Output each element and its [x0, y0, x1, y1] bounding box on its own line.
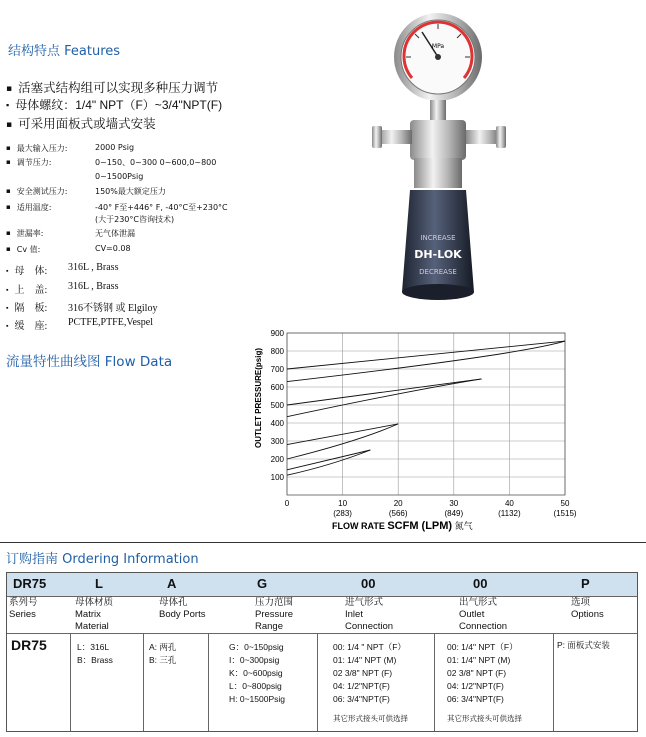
code-outlet: 00 — [473, 576, 488, 591]
material-value: PCTFE,PTFE,Vespel — [68, 317, 154, 328]
y-tick-label: 300 — [270, 437, 284, 446]
y-tick-label: 600 — [270, 383, 284, 392]
knob-bottom-label: DECREASE — [419, 268, 457, 276]
spec-row — [6, 143, 246, 155]
column-label — [459, 597, 507, 633]
x-axis-label: FLOW RATE SCFM (LPM) 氮气 — [332, 520, 473, 532]
spec-row — [6, 202, 246, 214]
column-label-line: Range — [255, 621, 283, 632]
inlet-option: 00: 1/4 " NPT（F） — [333, 642, 406, 652]
x-tick-label: 20 — [393, 499, 403, 508]
spec-value: 150%最大额定压力 — [95, 187, 166, 196]
inlet-option: 06: 3/4"NPT(F) — [333, 694, 390, 704]
x-tick-label: 50 — [560, 499, 570, 508]
spec-row — [6, 157, 246, 169]
x-tick-label: 40 — [504, 499, 514, 508]
column-label — [75, 597, 113, 633]
material-value: 316L , Brass — [68, 262, 119, 273]
features-title: 结构特点 Features — [8, 44, 121, 59]
material-row — [6, 317, 246, 331]
range-option: K：0~600psig — [229, 668, 283, 678]
chart-grid — [287, 333, 565, 495]
material-option: B：Brass — [77, 655, 113, 665]
feature-bullet: ▪ 活塞式结构组可以实现多种压力调节 — [6, 78, 218, 96]
column-label-line: Body Ports — [159, 609, 206, 620]
x-tick-labels — [285, 499, 577, 518]
column-label-line: 出气形式 — [459, 597, 498, 608]
curve-upper — [287, 379, 482, 405]
regulator-image — [370, 2, 545, 302]
y-tick-label: 100 — [270, 473, 284, 482]
code-ports: A — [167, 576, 177, 591]
ordering-header — [7, 573, 637, 597]
material-row — [6, 262, 246, 276]
code-series: DR75 — [13, 576, 47, 591]
y-axis-label: OUTLET PRESSURE(psig) — [254, 347, 263, 448]
curve-lower — [287, 379, 482, 417]
y-tick-label: 400 — [270, 419, 284, 428]
spec-value: 无气体泄漏 — [95, 229, 135, 238]
material-label: ▪ 缓 座: — [6, 317, 47, 332]
flow-chart — [240, 325, 580, 535]
curve-upper — [287, 450, 370, 470]
feature-bullet: ▪ 可采用面板式或墙式安装 — [6, 114, 156, 132]
divider — [0, 542, 646, 543]
row-divider — [7, 633, 637, 634]
col-divider — [317, 633, 318, 731]
spec-label: ▪ Cv 值: — [6, 244, 40, 255]
inlet-option: 02 3/8" NPT (F) — [333, 668, 393, 678]
x-tick-sub-label: (566) — [388, 509, 408, 518]
column-label — [345, 597, 393, 633]
y-tick-label: 800 — [270, 347, 284, 356]
outlet-note: 其它形式接头可供选择 — [447, 714, 522, 723]
port-option: A: 两孔 — [149, 642, 177, 652]
inlet-option: 01: 1/4" NPT (M) — [333, 655, 397, 665]
inlet-option: 04: 1/2"NPT(F) — [333, 681, 390, 691]
series-value: DR75 — [11, 637, 47, 653]
x-tick-sub-label: (1515) — [553, 509, 577, 518]
spec-value: (大于230°C咨询技术) — [95, 215, 175, 224]
feature-bullet: ▪ 母体螺纹：1/4" NPT（F）~3/4"NPT(F) — [6, 96, 222, 113]
column-label-line: 母体孔 — [159, 597, 188, 608]
column-label-line: Connection — [459, 621, 508, 632]
inlet-note: 其它形式接头可供选择 — [333, 714, 408, 723]
curve-lower — [287, 450, 370, 475]
material-row — [6, 299, 246, 313]
material-option: L：316L — [77, 642, 110, 652]
material-value: 316不锈钢 或 Elgiloy — [68, 303, 158, 314]
range-option: I：0~300psig — [229, 655, 280, 665]
column-label-line: 压力范围 — [255, 597, 294, 608]
column-label — [9, 597, 38, 621]
y-tick-label: 900 — [270, 329, 284, 338]
gauge-unit-label: MPa — [431, 43, 445, 50]
material-label: ▪ 母 体: — [6, 262, 47, 277]
column-label-line: Connection — [345, 621, 394, 632]
material-label: ▪ 隔 板: — [6, 299, 47, 314]
y-tick-label: 500 — [270, 401, 284, 410]
col-divider — [208, 633, 209, 731]
material-label: ▪ 上 盖: — [6, 281, 47, 296]
ordering-title: 订购指南 Ordering Information — [6, 552, 199, 567]
spec-row — [6, 186, 246, 198]
column-label-line: 选项 — [571, 597, 591, 608]
material-value: 316L , Brass — [68, 281, 119, 292]
code-options: P — [581, 576, 590, 591]
spec-label: ▪ 适用温度: — [6, 202, 51, 213]
column-label-line: Matrix — [75, 609, 101, 620]
curve-lower — [287, 341, 565, 382]
column-label — [255, 597, 293, 633]
spec-label: ▪ 安全测试压力: — [6, 186, 67, 197]
spec-label: ▪ 调节压力: — [6, 157, 51, 168]
x-tick-label: 10 — [338, 499, 348, 508]
spec-value: 2000 Psig — [95, 143, 135, 152]
code-material: L — [95, 576, 103, 591]
code-inlet: 00 — [361, 576, 376, 591]
range-option: G：0~150psig — [229, 642, 284, 652]
column-label-line: Outlet — [459, 609, 485, 620]
chart-curves — [287, 341, 565, 475]
column-label-line: 母体材质 — [75, 597, 114, 608]
column-label — [159, 597, 205, 621]
x-tick-label: 30 — [449, 499, 459, 508]
outlet-option: 06: 3/4"NPT(F) — [447, 694, 504, 704]
spec-row — [6, 214, 246, 226]
port-option: B: 三孔 — [149, 655, 177, 665]
outlet-option: 04: 1/2"NPT(F) — [447, 681, 504, 691]
x-tick-sub-label: (1132) — [498, 509, 521, 518]
spec-label: ▪ 最大输入压力: — [6, 143, 67, 154]
column-label-line: Inlet — [345, 609, 363, 620]
col-divider — [70, 633, 71, 731]
outlet-option: 02 3/8" NPT (F) — [447, 668, 507, 678]
y-tick-label: 700 — [270, 365, 284, 374]
x-tick-sub-label: (283) — [333, 509, 352, 518]
y-tick-labels — [271, 329, 285, 482]
range-option: L：0~800psig — [229, 681, 282, 691]
column-label-line: 进气形式 — [345, 597, 384, 608]
spec-value: 0~1500Psig — [95, 172, 144, 181]
code-range: G — [257, 576, 268, 591]
spec-row — [6, 244, 246, 256]
column-label-line: Material — [75, 621, 109, 632]
material-row — [6, 281, 246, 295]
plot-frame — [287, 333, 565, 495]
ordering-table — [6, 572, 638, 732]
column-label-line: Pressure — [255, 609, 294, 620]
outlet-option: 01: 1/4" NPT (M) — [447, 655, 511, 665]
options-option: P: 面板式安装 — [557, 640, 610, 650]
y-tick-label: 200 — [270, 455, 284, 464]
knob-brand-label: DH-LOK — [414, 248, 462, 261]
x-tick-label: 0 — [284, 499, 290, 508]
outlet-option: 00: 1/4" NPT（F） — [447, 642, 518, 652]
spec-label: ▪ 泄漏率: — [6, 228, 43, 239]
column-label-line: 系列号 — [9, 597, 38, 608]
col-divider — [143, 633, 144, 731]
spec-value: 0~150、0~300 0~600,0~800 — [95, 158, 217, 167]
col-divider — [434, 633, 435, 731]
flow-title: 流量特性曲线图 Flow Data — [6, 354, 173, 370]
column-label-line: Series — [9, 609, 36, 620]
range-option: H: 0~1500Psig — [229, 694, 285, 704]
spec-value: -40° F至+446° F, -40°C至+230°C — [95, 203, 228, 212]
spec-value: CV=0.08 — [95, 244, 131, 253]
column-label-line: Options — [571, 609, 604, 620]
col-divider — [553, 633, 554, 731]
column-label — [571, 597, 604, 621]
spec-row — [6, 228, 246, 240]
knob-top-label: INCREASE — [420, 234, 456, 242]
spec-row — [6, 172, 246, 184]
x-tick-sub-label: (849) — [444, 509, 464, 518]
